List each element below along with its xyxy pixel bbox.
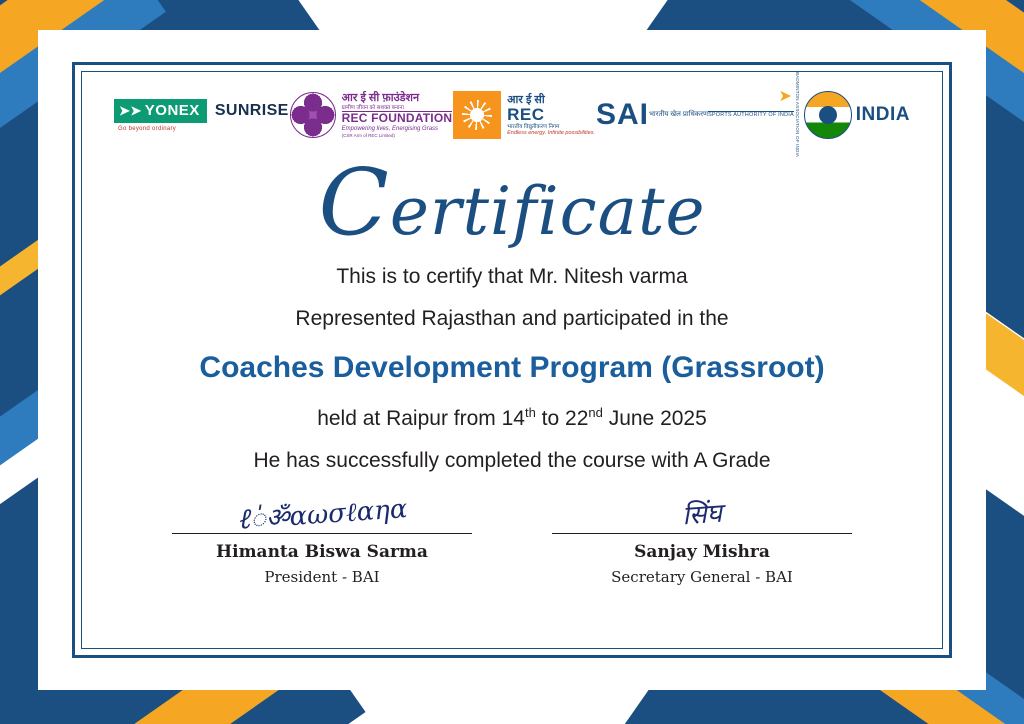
signature-scribble: सिंघ — [681, 498, 723, 532]
yonex-sunrise-logo — [114, 99, 289, 132]
yonex-label: YONEX — [144, 102, 200, 119]
rec-foundation-sub-hindi: ग्रामीण जीवन को सशक्त बनाना — [341, 104, 404, 111]
result-line: He has successfully completed the course with A Grade — [253, 449, 771, 472]
rec-sun-icon — [453, 91, 501, 139]
bai-side-text: BADMINTON ASSOCIATION OF INDIA — [794, 72, 800, 158]
rec-logo — [453, 91, 595, 139]
yonex-badge — [114, 99, 207, 123]
rec-tagline: Endless energy. Infinite possibilities. — [507, 130, 596, 137]
rec-foundation-tagline-2: (CSR Arm of REC Limited) — [341, 132, 395, 138]
sanjay-mishra-signature — [552, 495, 852, 586]
yonex-mark-icon: ➤➤ — [119, 103, 142, 118]
certificate-title-initial: C — [318, 149, 390, 256]
himanta-biswa-sarma-signature — [172, 495, 472, 586]
sai-shuttle-icon: ➤ — [778, 88, 792, 106]
program-name: Coaches Development Program (Grassroot) — [199, 351, 825, 384]
rec-foundation-name: REC FOUNDATION — [341, 111, 453, 126]
rec-hindi: आर ई सी — [507, 93, 545, 106]
sai-logo — [596, 88, 794, 132]
rec-foundation-logo — [290, 92, 453, 138]
signatory-role: Secretary General - BAI — [611, 568, 793, 586]
india-emblem-icon — [804, 91, 852, 139]
sponsor-logo-row — [72, 62, 952, 158]
rec-foundation-flower-icon — [290, 92, 336, 138]
date-start-suffix: th — [524, 405, 536, 420]
badminton-association-india-logo — [795, 72, 910, 157]
signatory-name: Sanjay Mishra — [634, 542, 770, 562]
sai-subtitle: SPORTS AUTHORITY OF INDIA — [708, 112, 794, 119]
certificate-title — [318, 149, 706, 256]
date-end-suffix: nd — [588, 405, 603, 420]
sai-name: SAI — [596, 98, 650, 132]
sai-hindi: भारतीय खेल प्राधिकरण — [649, 111, 709, 119]
signature-row — [72, 495, 952, 586]
represented-prefix: Represented — [295, 307, 422, 330]
held-suffix: June 2025 — [602, 407, 707, 430]
signatory-role: President - BAI — [264, 568, 380, 586]
rec-name: REC — [507, 104, 545, 124]
certify-prefix: This is to certify that Mr. — [336, 265, 564, 288]
sunrise-label: SUNRISE — [214, 101, 289, 119]
rec-sub-hindi: भारतीय विद्युतीकरण निगम — [507, 124, 560, 131]
represented-line — [295, 307, 728, 331]
event-details-line — [317, 405, 707, 431]
held-middle: to 22 — [535, 407, 589, 430]
state-name: Rajasthan — [421, 307, 517, 330]
certificate-content — [72, 62, 952, 658]
rec-foundation-tagline: Empowering lives, Energising Grass — [341, 125, 439, 132]
rec-foundation-hindi: आर ई सी फ़ाउंडेशन — [341, 92, 420, 105]
held-prefix: held at Raipur from 14 — [317, 407, 525, 430]
india-label: INDIA — [855, 104, 910, 125]
recipient-name: Nitesh varma — [563, 265, 688, 288]
signature-scribble: ℓ॑ॐαωσℓαηα — [235, 494, 409, 536]
certify-line — [336, 265, 687, 289]
certificate-title-rest: ertificate — [389, 173, 706, 250]
yonex-tagline: Go beyond ordinary — [118, 125, 177, 132]
signatory-name: Himanta Biswa Sarma — [216, 542, 428, 562]
represented-suffix: and participated in the — [516, 307, 729, 330]
